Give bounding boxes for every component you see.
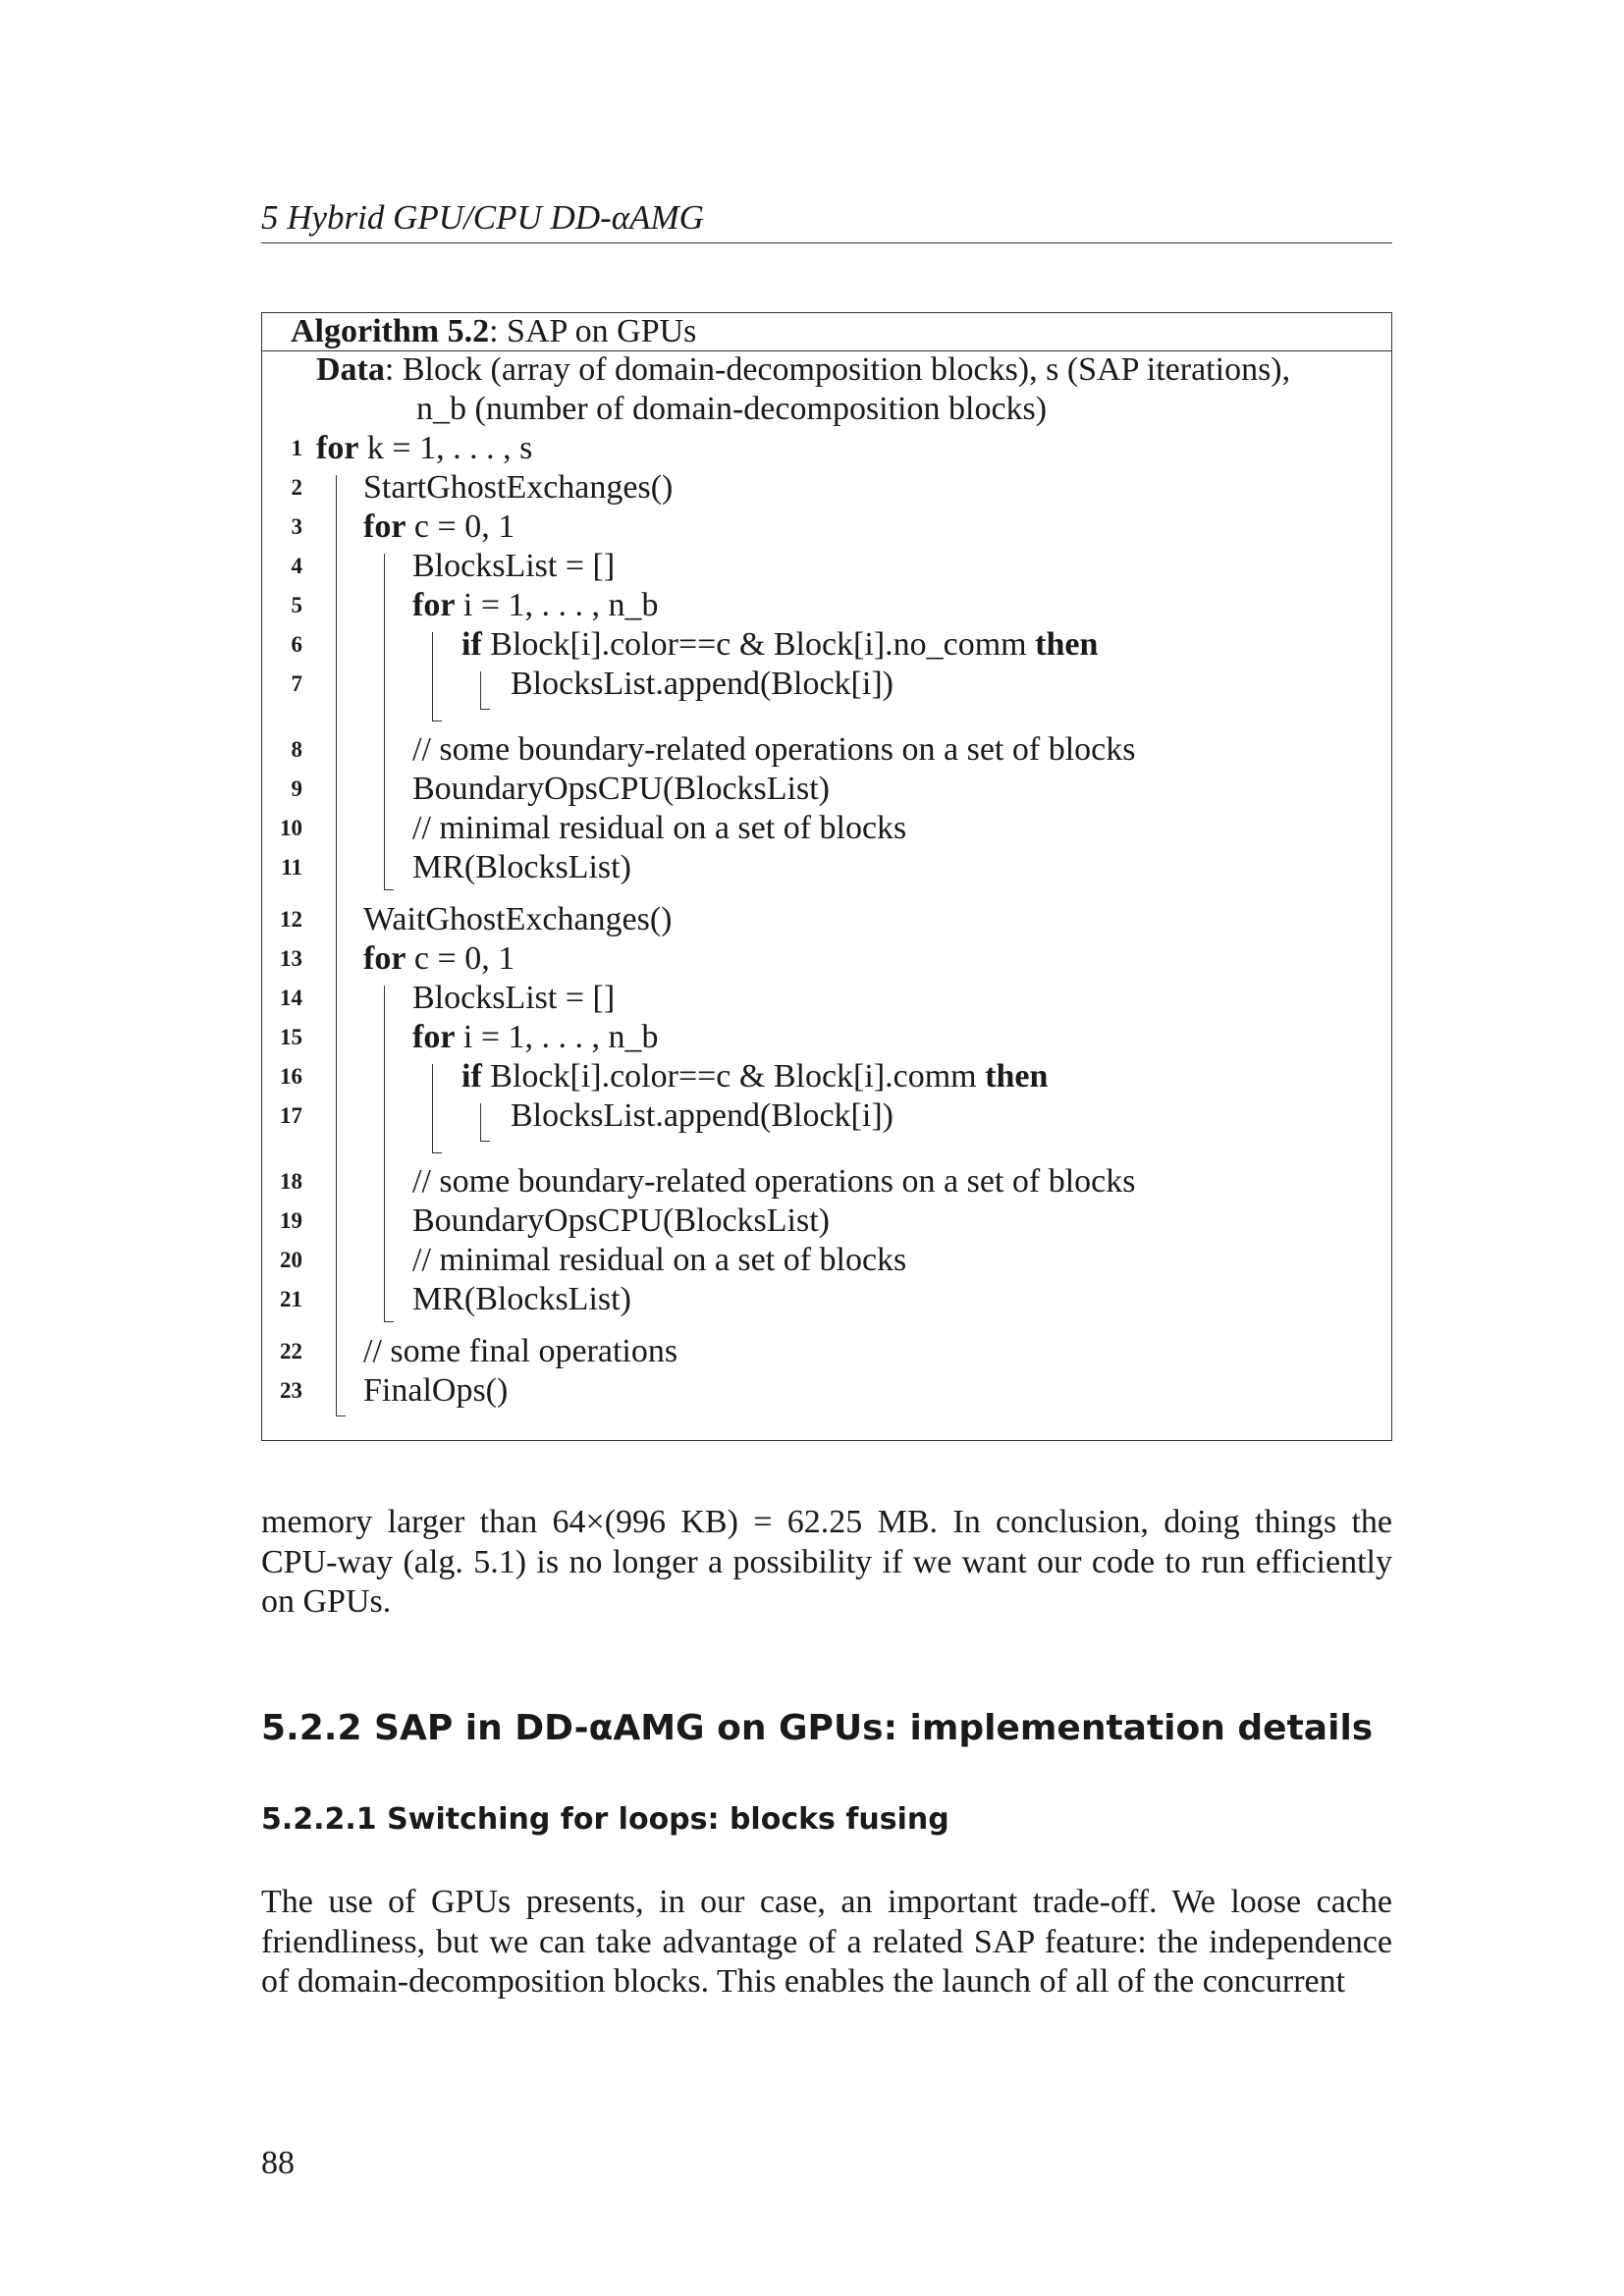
algorithm-line-text: i = 1, . . . , n_b <box>455 587 659 623</box>
algorithm-keyword: for <box>363 940 406 977</box>
line-number: 7 <box>291 671 302 696</box>
running-header: 5 Hybrid GPU/CPU DD-αAMG <box>261 198 704 237</box>
loop-bar-k <box>336 475 337 1415</box>
algorithm-line-text: c = 0, 1 <box>406 940 515 977</box>
line-number: 4 <box>291 554 302 578</box>
line-number: 22 <box>280 1339 302 1363</box>
data-label: Data <box>316 351 385 388</box>
loop-end-i2 <box>432 1152 442 1153</box>
line-number: 3 <box>291 514 302 539</box>
algorithm-line-text: // minimal residual on a set of blocks <box>412 810 907 846</box>
paragraph-2: The use of GPUs presents, in our case, an important trade-off. We loose cache friendliness, but we can take advantage of a related SAP feature: the independence of domain-decomposition blocks. This enables the launch of all of the concurrent <box>261 1884 1392 2000</box>
line-number: 23 <box>280 1378 302 1403</box>
algorithm-keyword: if <box>461 1058 482 1095</box>
line-number: 15 <box>280 1025 302 1049</box>
algorithm-line-text: // some boundary-related operations on a set of blocks <box>412 1163 1136 1200</box>
algorithm-label: Algorithm 5.2 <box>291 313 490 349</box>
line-number: 19 <box>280 1208 302 1233</box>
algorithm-data-line-1 <box>316 350 1290 390</box>
if-end-2 <box>480 1141 490 1142</box>
algorithm-line <box>412 979 615 1018</box>
if-bar-2 <box>480 1103 481 1141</box>
algorithm-line <box>316 429 532 468</box>
algorithm-keyword: for <box>316 430 359 466</box>
line-number: 10 <box>280 816 302 840</box>
algorithm-line <box>363 468 673 507</box>
algorithm-line <box>363 900 673 939</box>
algorithm-line <box>412 1201 830 1241</box>
algorithm-line <box>412 770 830 809</box>
line-number: 11 <box>281 855 302 880</box>
line-number: 1 <box>291 436 302 460</box>
data-text-1: : Block (array of domain-decomposition blocks), s (SAP iterations), <box>384 351 1291 388</box>
line-number: 20 <box>280 1248 302 1272</box>
loop-end-c2 <box>384 1321 394 1322</box>
algorithm-keyword: for <box>363 508 406 545</box>
algorithm-line-text: StartGhostExchanges() <box>363 469 674 506</box>
loop-bar-c1 <box>384 554 385 889</box>
loop-end-k <box>336 1415 346 1416</box>
loop-bar-i2 <box>432 1064 433 1152</box>
section-heading: 5.2.2 SAP in DD-αAMG on GPUs: implementation details <box>261 1708 1374 1748</box>
line-number: 17 <box>280 1103 302 1128</box>
algorithm-line <box>412 1280 631 1319</box>
line-number: 2 <box>291 475 302 500</box>
algorithm-keyword: if <box>461 626 482 663</box>
line-number: 13 <box>280 946 302 971</box>
algorithm-line-text: BoundaryOpsCPU(BlocksList) <box>412 771 830 807</box>
algorithm-line <box>412 547 615 586</box>
line-number: 5 <box>291 593 302 617</box>
algorithm-line-text: // some boundary-related operations on a set of blocks <box>412 731 1136 768</box>
algorithm-data-line-2: n_b (number of domain-decomposition blocks) <box>416 391 1048 427</box>
loop-bar-c2 <box>384 986 385 1321</box>
algorithm-line <box>412 1241 906 1280</box>
page-number: 88 <box>261 2145 295 2181</box>
line-number: 9 <box>291 776 302 801</box>
algorithm-line <box>412 586 659 625</box>
algorithm-line <box>363 507 514 547</box>
algorithm-line-text: BlocksList = [] <box>412 980 616 1016</box>
algorithm-line <box>363 939 514 979</box>
paragraph-1: memory larger than 64×(996 KB) = 62.25 MB. In conclusion, doing things the CPU-way (alg. 5.1) is no longer a possibility if we want our code to run efficiently on GPUs. <box>261 1504 1392 1620</box>
loop-bar-i1 <box>432 632 433 721</box>
algorithm-keyword: for <box>412 587 456 623</box>
algorithm-line-text: k = 1, . . . , s <box>358 430 533 466</box>
line-number: 16 <box>280 1064 302 1089</box>
line-number: 8 <box>291 737 302 762</box>
algorithm-line-text: FinalOps() <box>363 1372 509 1409</box>
algorithm-line-text: // minimal residual on a set of blocks <box>412 1242 907 1278</box>
algorithm-line-text: MR(BlocksList) <box>412 1281 631 1317</box>
algorithm-keyword-then: then <box>985 1058 1049 1095</box>
header-rule <box>261 242 1392 243</box>
algorithm-keyword-then: then <box>1035 626 1099 663</box>
algorithm-line <box>412 848 631 887</box>
line-number: 6 <box>291 632 302 657</box>
line-number: 18 <box>280 1169 302 1194</box>
if-end-1 <box>480 709 490 710</box>
algorithm-line <box>412 809 906 848</box>
algorithm-line-text: BlocksList.append(Block[i]) <box>511 1097 893 1134</box>
algorithm-keyword: for <box>412 1019 456 1055</box>
algorithm-line-text: BoundaryOpsCPU(BlocksList) <box>412 1202 830 1239</box>
algorithm-line-text: i = 1, . . . , n_b <box>455 1019 659 1055</box>
subsection-heading: 5.2.2.1 Switching for loops: blocks fusing <box>261 1802 949 1837</box>
algorithm-line <box>511 1096 893 1136</box>
if-bar-1 <box>480 671 481 709</box>
algorithm-line <box>412 730 1135 770</box>
line-number: 21 <box>280 1287 302 1311</box>
algorithm-line-text: BlocksList = [] <box>412 548 616 584</box>
algorithm-line-text: MR(BlocksList) <box>412 849 631 885</box>
algorithm-title <box>291 312 696 351</box>
algorithm-line <box>363 1371 508 1411</box>
algorithm-line-text: Block[i].color==c & Block[i].comm <box>481 1058 986 1095</box>
algorithm-line-text: Block[i].color==c & Block[i].no_comm <box>481 626 1036 663</box>
algorithm-line <box>363 1332 677 1371</box>
algorithm-line-text: BlocksList.append(Block[i]) <box>511 666 893 702</box>
algorithm-line <box>461 1057 1048 1096</box>
algorithm-line <box>412 1018 659 1057</box>
algorithm-line <box>412 1162 1135 1201</box>
algorithm-line <box>511 665 893 704</box>
algorithm-line-text: // some final operations <box>363 1333 678 1369</box>
algorithm-line-text: c = 0, 1 <box>406 508 515 545</box>
algorithm-line <box>461 625 1098 665</box>
loop-end-c1 <box>384 889 394 890</box>
line-number: 12 <box>280 907 302 932</box>
algorithm-line-text: WaitGhostExchanges() <box>363 901 673 937</box>
algorithm-caption: : SAP on GPUs <box>489 313 697 349</box>
line-number: 14 <box>280 986 302 1010</box>
